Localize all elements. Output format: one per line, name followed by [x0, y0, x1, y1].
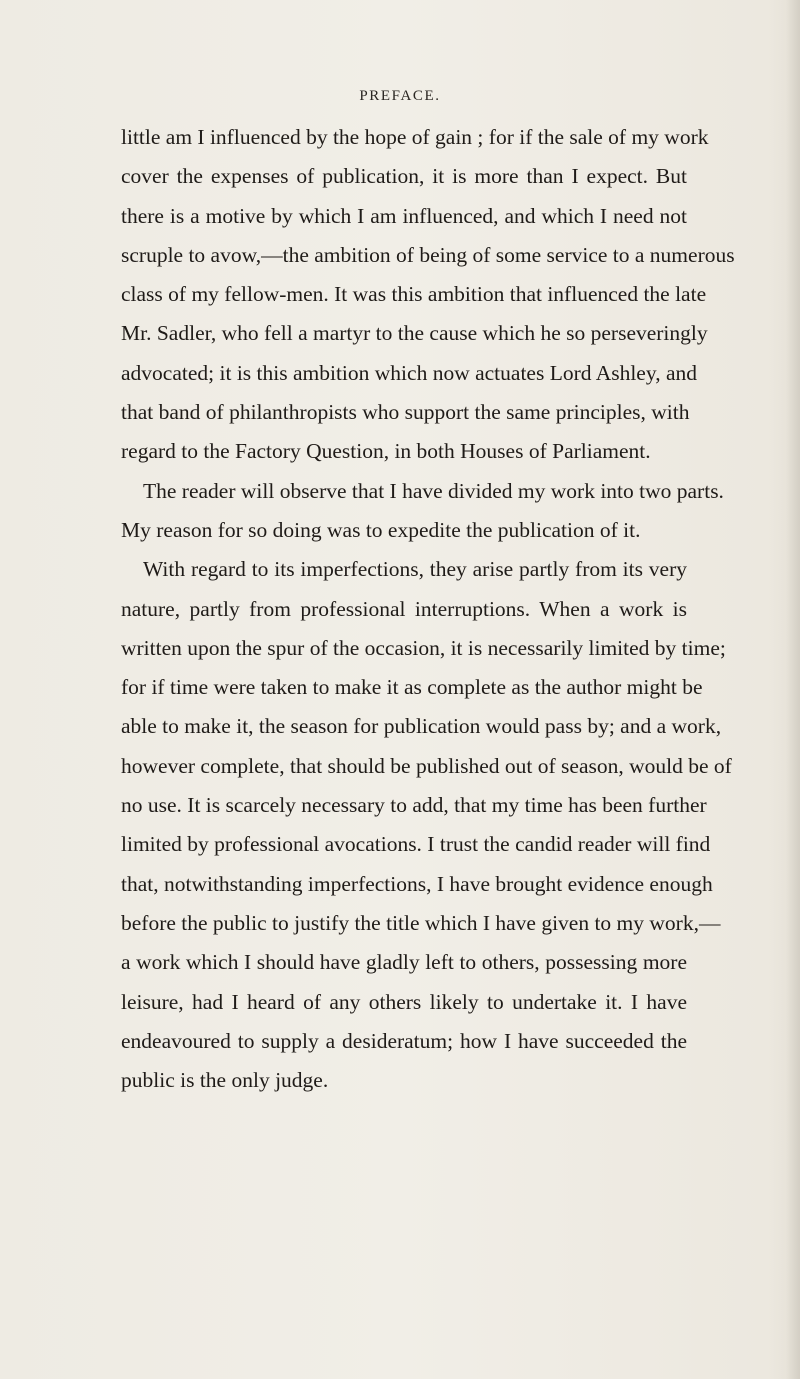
- text-line: With regard to its imperfections, they arise partly from its very: [143, 557, 687, 582]
- text-line: little am I influenced by the hope of gain ; for if the sale of my work: [121, 125, 709, 149]
- text-line: however complete, that should be published out of season, would be of: [121, 753, 732, 778]
- text-line: My reason for so doing was to expedite the publication of it.: [121, 517, 641, 542]
- text-line: scruple to avow,—the ambition of being of some service to a numerous: [121, 242, 735, 267]
- body-text: [121, 118, 735, 1100]
- text-line: that, notwithstanding imperfections, I have brought evidence enough: [121, 871, 713, 896]
- text-line: class of my fellow-men. It was this ambition that influenced the late: [121, 282, 707, 307]
- text-line: before the public to justify the title which I have given to my work,—: [121, 910, 721, 935]
- text-line: a work which I should have gladly left to others, possessing more: [121, 950, 687, 975]
- text-line: The reader will observe that I have divided my work into two parts.: [143, 478, 724, 503]
- text-line: written upon the spur of the occasion, it is necessarily limited by time;: [121, 635, 726, 660]
- text-line: cover the expenses of publication, it is more than I expect. But: [121, 164, 687, 189]
- text-line: nature, partly from professional interruptions. When a work is: [121, 596, 687, 621]
- text-line: no use. It is scarcely necessary to add, that my time has been further: [121, 793, 707, 818]
- text-line: for if time were taken to make it as complete as the author might be: [121, 675, 703, 700]
- text-line: there is a motive by which I am influenced, and which I need not: [121, 203, 687, 228]
- text-line: leisure, had I heard of any others likely to undertake it. I have: [121, 989, 687, 1014]
- text-line: endeavoured to supply a desideratum; how I have succeeded the: [121, 1028, 687, 1053]
- text-line: advocated; it is this ambition which now actuates Lord Ashley, and: [121, 360, 697, 385]
- text-line: that band of philanthropists who support the same principles, with: [121, 400, 690, 425]
- running-head: PREFACE.: [359, 88, 441, 104]
- page-edge-shadow: [786, 0, 800, 1379]
- text-line: public is the only judge.: [121, 1068, 329, 1093]
- text-line: limited by professional avocations. I trust the candid reader will find: [121, 832, 711, 857]
- text-line: Mr. Sadler, who fell a martyr to the cause which he so perseveringly: [121, 321, 708, 346]
- text-line: able to make it, the season for publication would pass by; and a work,: [121, 714, 722, 739]
- text-line: regard to the Factory Question, in both Houses of Parliament.: [121, 439, 651, 464]
